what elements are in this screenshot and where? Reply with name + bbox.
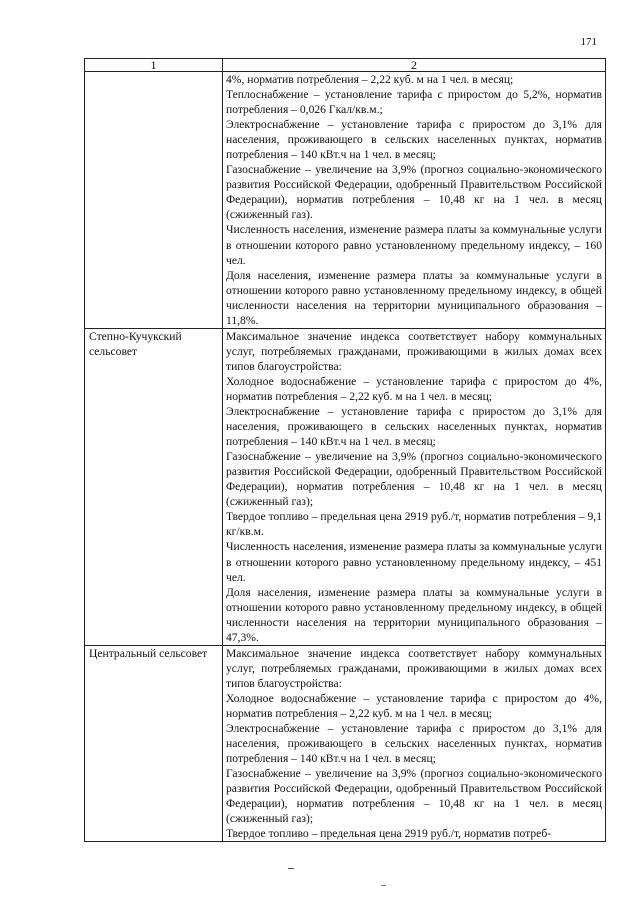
scan-speck bbox=[381, 885, 386, 886]
paragraph: Теплоснабжение – установление тарифа с приростом до 5,2%, норматив потребления – 0,026 Гкал/кв.м.; bbox=[226, 88, 602, 117]
page-number: 171 bbox=[580, 36, 597, 48]
paragraph: Газоснабжение – увеличение на 3,9% (прогноз социально-экономического развития Российской Федерации, одобренный Правительством Российской Федерации), норматив потребления – 10,48 кг на 1 чел. в месяц (сжиженный газ); bbox=[226, 767, 602, 826]
municipality-description bbox=[223, 72, 606, 329]
scan-speck bbox=[288, 868, 294, 869]
paragraph: Численность населения, изменение размера платы за коммунальные услуги в отношении которого равно установленному предельному индексу, – 160 чел. bbox=[226, 223, 602, 267]
paragraph: Твердое топливо – предельная цена 2919 руб./т, норматив потреб- bbox=[226, 827, 552, 841]
paragraph: Электроснабжение – установление тарифа с приростом до 3,1% для населения, проживающего в сельских населенных пунктах, норматив потребления – 140 кВт.ч на 1 чел. в месяц; bbox=[226, 118, 602, 162]
paragraph: Электроснабжение – установление тарифа с приростом до 3,1% для населения, проживающего в сельских населенных пунктах, норматив потребления – 140 кВт.ч на 1 чел. в месяц; bbox=[226, 722, 602, 766]
column-header-2: 2 bbox=[223, 59, 606, 72]
paragraph: Доля населения, изменение размера платы за коммунальные услуги в отношении которого равно установленному предельному индексу, в общей численности населения на территории муниципального образования – 47,3%. bbox=[226, 585, 602, 644]
paragraph: Холодное водоснабжение – установление тарифа с приростом до 4%, норматив потребления – 2,22 куб. м на 1 чел. в месяц; bbox=[226, 374, 602, 403]
paragraph: Холодное водоснабжение – установление тарифа с приростом до 4%, норматив потребления – 2,22 куб. м на 1 чел. в месяц; bbox=[226, 691, 602, 720]
column-header-1: 1 bbox=[85, 59, 223, 72]
municipality-description bbox=[223, 645, 606, 842]
paragraph: 4%, норматив потребления – 2,22 куб. м на 1 чел. в месяц; bbox=[226, 73, 514, 86]
paragraph: Газоснабжение – увеличение на 3,9% (прогноз социально-экономического развития Российской Федерации, одобренный Правительством Российской Федерации), норматив потребления – 10,48 кг на 1 чел. в месяц (сжиженный газ); bbox=[226, 450, 602, 509]
paragraph: Газоснабжение – увеличение на 3,9% (прогноз социально-экономического развития Российской Федерации, одобренный Правительством Российской Федерации), норматив потребления – 10,48 кг на 1 чел. в месяц (сжиженный газ). bbox=[226, 163, 602, 222]
table-header-row bbox=[85, 59, 606, 72]
table-row bbox=[85, 645, 606, 842]
paragraph: Максимальное значение индекса соответствует набору коммунальных услуг, потребляемых гражданами, проживающими в жилых домах всех типов благоустройства: bbox=[226, 329, 602, 373]
municipality-name: Степно-Кучукский сельсовет bbox=[85, 328, 223, 645]
paragraph: Твердое топливо – предельная цена 2919 руб./т, норматив потребления – 9,1 кг/кв.м. bbox=[226, 510, 602, 539]
municipality-description bbox=[223, 328, 606, 645]
paragraph: Электроснабжение – установление тарифа с приростом до 3,1% для населения, проживающего в сельских населенных пунктах, норматив потребления – 140 кВт.ч на 1 чел. в месяц; bbox=[226, 405, 602, 449]
paragraph: Максимальное значение индекса соответствует набору коммунальных услуг, потребляемых гражданами, проживающими в жилых домах всех типов благоустройства: bbox=[226, 646, 602, 690]
municipality-name: Центральный сельсовет bbox=[85, 645, 223, 842]
paragraph: Доля населения, изменение размера платы за коммунальные услуги в отношении которого равно установленному предельному индексу, в общей численности населения на территории муниципального образования – 11,8%. bbox=[226, 268, 602, 327]
indicator-table bbox=[84, 58, 606, 842]
table-row bbox=[85, 72, 606, 329]
municipality-name bbox=[85, 72, 223, 329]
table-row bbox=[85, 328, 606, 645]
paragraph: Численность населения, изменение размера платы за коммунальные услуги в отношении которого равно установленному предельному индексу, – 451 чел. bbox=[226, 540, 602, 584]
